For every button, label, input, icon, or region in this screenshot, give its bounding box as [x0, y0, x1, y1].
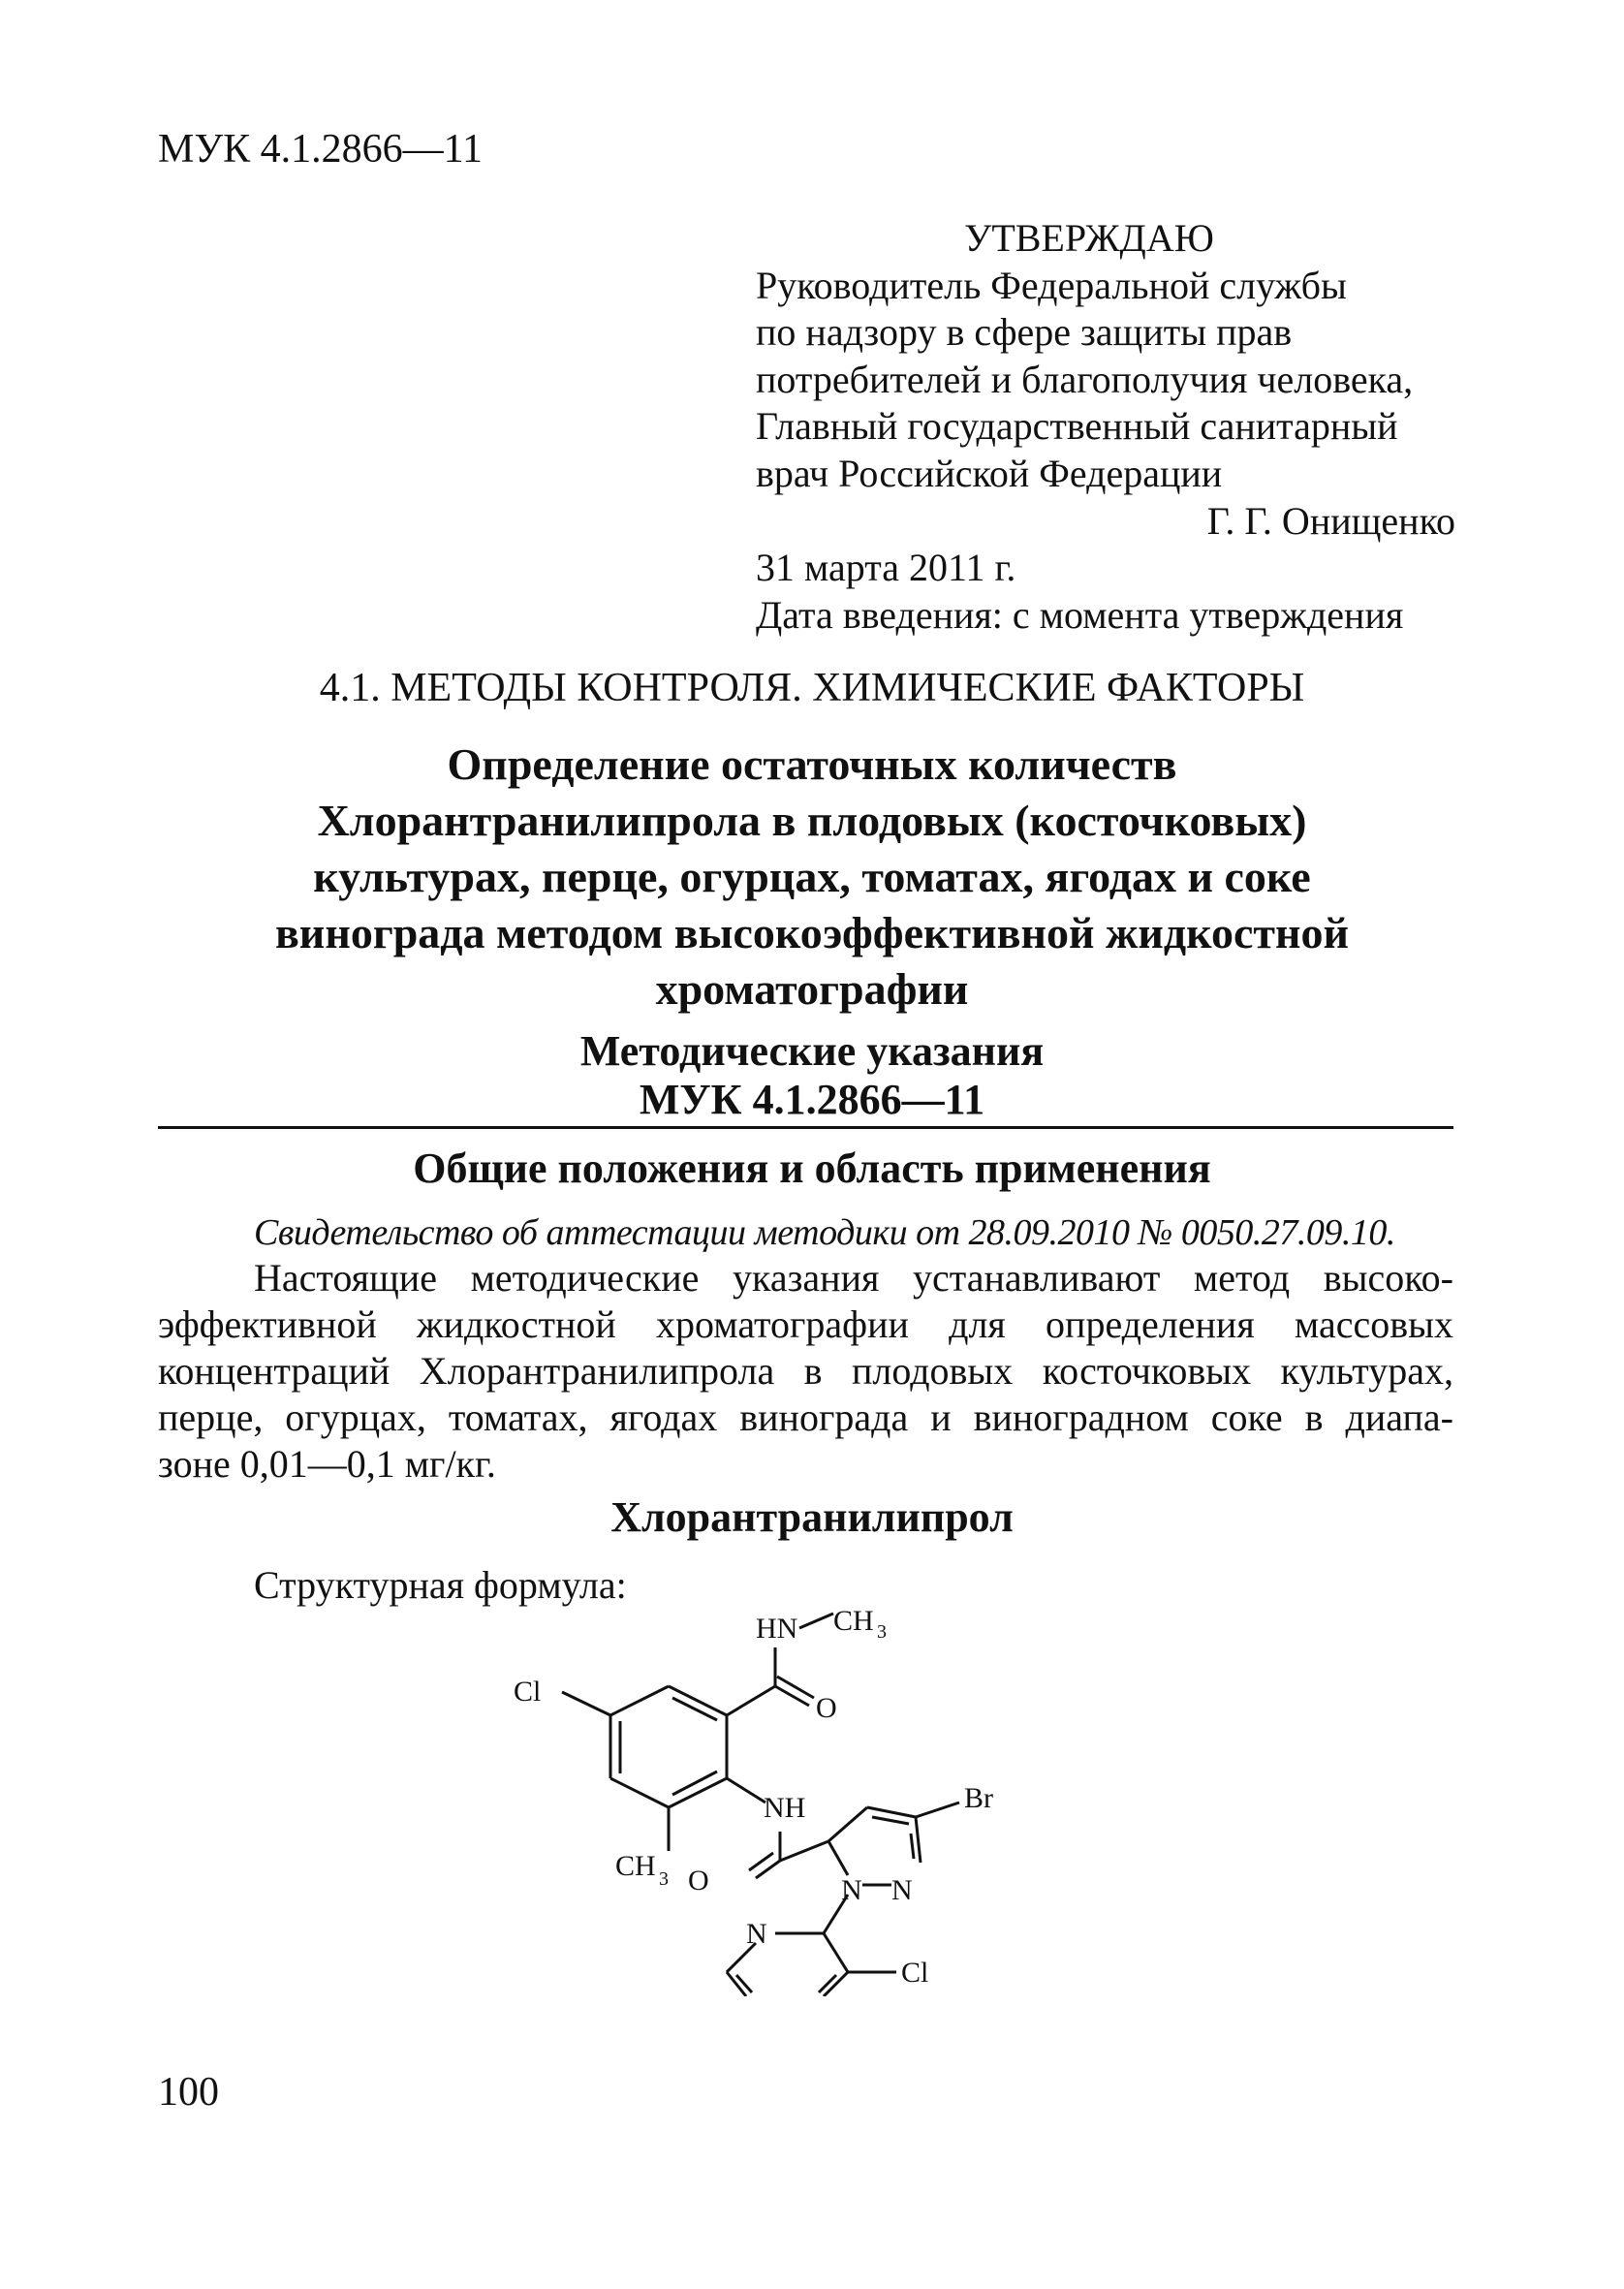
section-heading: 4.1. МЕТОДЫ КОНТРОЛЯ. ХИМИЧЕСКИЕ ФАКТОРЫ — [319, 666, 1305, 710]
body-line: эффективной жидкостной хроматографии для определения массовых — [158, 1302, 1453, 1346]
title-line: Определение остаточных количеств — [447, 739, 1177, 789]
title-line: винограда методом высокоэффективной жидкостной — [274, 908, 1350, 957]
approval-line: врач Российской Федерации — [756, 451, 1223, 495]
body-line: перце, огурцах, томатах, ягодах винограда и виноградном соке в диапа- — [158, 1395, 1453, 1439]
approval-line: Главный государственный санитарный — [756, 404, 1398, 449]
formula-label: Структурная формула: — [254, 1563, 627, 1607]
atom-label-n: N — [841, 1874, 862, 1906]
approval-effective-date: Дата введения: с момента утверждения — [756, 592, 1404, 637]
atom-label-subscript: 3 — [659, 1868, 669, 1890]
atom-label-ch3: CH — [833, 1609, 874, 1637]
structural-formula-diagram — [465, 1609, 1008, 1996]
page-number: 100 — [158, 2070, 219, 2115]
guidelines-block — [0, 1027, 1624, 1124]
guidelines-code: МУК 4.1.2866—11 — [639, 1076, 985, 1123]
atom-label-cl: Cl — [901, 1957, 929, 1989]
title-line: культурах, перце, огурцах, томатах, ягодах и соке — [313, 852, 1311, 901]
document-title — [0, 737, 1624, 1018]
atom-label-br: Br — [964, 1782, 993, 1814]
atom-label-nh: NH — [764, 1792, 806, 1824]
guidelines-label: Методические указания — [579, 1027, 1045, 1075]
atom-label-o: O — [816, 1692, 837, 1724]
body-line: зоне 0,01—0,1 мг/кг. — [158, 1442, 496, 1486]
horizontal-rule — [158, 1126, 1453, 1129]
certificate-note: Свидетельство об аттестации методики от 28.09.2010 № 0050.27.09.10. — [254, 1212, 1395, 1253]
atom-label-ch3: CH — [615, 1850, 656, 1882]
atom-label-subscript: 3 — [877, 1621, 887, 1643]
atom-label-n: N — [746, 1918, 767, 1950]
general-heading: Общие положения и область применения — [413, 1144, 1211, 1192]
body-line: концентраций Хлорантранилипрола в плодовых косточковых культурах, — [158, 1349, 1453, 1393]
doc-code-header: МУК 4.1.2866—11 — [158, 127, 484, 172]
body-line: Настоящие методические указания устанавливают метод высоко- — [254, 1256, 1453, 1300]
approval-date: 31 марта 2011 г. — [756, 546, 1016, 590]
approval-title: УТВЕРЖДАЮ — [964, 216, 1214, 260]
title-line: Хлорантранилипрола в плодовых (косточковых) — [317, 796, 1307, 845]
atom-labels — [514, 1609, 993, 1989]
atom-label-hn: HN — [756, 1613, 798, 1645]
atom-label-cl: Cl — [514, 1676, 542, 1708]
body-paragraph — [158, 1255, 1453, 1488]
atom-label-o: O — [688, 1865, 709, 1897]
substance-heading: Хлорантранилипрол — [610, 1493, 1014, 1541]
approval-line: Руководитель Федеральной службы — [756, 263, 1347, 307]
atom-label-n: N — [891, 1874, 913, 1906]
approval-block — [756, 215, 1455, 639]
title-line: хроматографии — [655, 964, 969, 1014]
approval-line: потребителей и благополучия человека, — [756, 357, 1414, 401]
approval-signer: Г. Г. Онищенко — [1206, 498, 1455, 543]
approval-line: по надзору в сфере защиты прав — [756, 310, 1293, 355]
